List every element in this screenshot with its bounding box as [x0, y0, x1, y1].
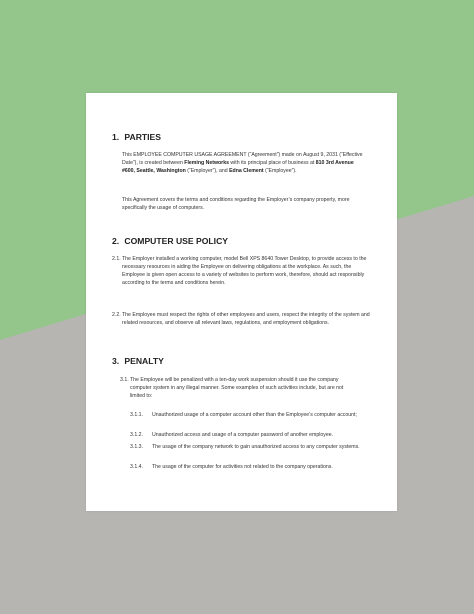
- section-title: PARTIES: [124, 132, 161, 142]
- section-title: COMPUTER USE POLICY: [124, 236, 229, 246]
- clause-text: The Employer installed a working computer, model Bell XPS 8640 Tower Desktop, to provide access to the necessary resources in aiding the Employee on delivering obligations at the workplace. As such, the Employee is given open access to a variety of websites to perform work, therefore, should act responsibly according to the terms and conditions herein.: [122, 256, 367, 286]
- clause-number: 2.2.: [112, 312, 121, 318]
- clause-number: 3.1.1.: [130, 412, 143, 418]
- document-page: [86, 93, 397, 511]
- clause-text: Unauthorized access and usage of a computer password of another employee.: [152, 432, 334, 438]
- section-heading-parties: [112, 132, 161, 142]
- clause-3-1-1: [130, 411, 366, 427]
- section-heading-penalty: [112, 356, 164, 366]
- clause-number: 2.1.: [112, 256, 121, 262]
- parties-text: (“Employer”), and: [185, 168, 230, 174]
- employer-name: Fleming Networks: [184, 160, 229, 166]
- clause-2-2: [112, 311, 372, 337]
- section-number: 2.: [112, 236, 120, 246]
- section-number: 3.: [112, 356, 120, 366]
- agreement-scope-paragraph: This Agreement covers the terms and conditions regarding the Employer’s company property, more specifically the usage of computers.: [122, 197, 350, 211]
- parties-text: (“Employee”).: [263, 168, 297, 174]
- clause-text: The Employee must respect the rights of other employees and users, respect the integrity of the system and related resources, and observe all relevant laws, regulations, and employment obligations.: [122, 312, 370, 326]
- employee-name: Edna Clement: [229, 168, 264, 174]
- clause-3-1-3: [130, 443, 366, 459]
- clause-3-1-2: [130, 431, 366, 439]
- clause-number: 3.1.3.: [130, 444, 143, 450]
- clause-text: Unauthorized usage of a computer account other than the Employee’s computer account;: [152, 412, 357, 418]
- parties-paragraph: [122, 151, 368, 175]
- clause-3-1: [120, 376, 360, 402]
- clause-number: 3.1.: [120, 377, 129, 383]
- clause-text: The Employee will be penalized with a ten-day work suspension should it use the company computer system in any illegal manner. Some examples of such activities include, but are not limited to:: [130, 377, 344, 399]
- section-number: 1.: [112, 132, 120, 142]
- section-heading-computer-use: [112, 236, 228, 246]
- section-title: PENALTY: [124, 356, 164, 366]
- clause-number: 3.1.4.: [130, 464, 143, 470]
- parties-text: This EMPLOYEE COMPUTER USAGE AGREEMENT (“Agreement”) made on August 9, 2031 (“Effective Date”), is created between: [122, 152, 363, 166]
- clause-text: The usage of the computer for activities not related to the company operations.: [152, 464, 333, 470]
- employer-address: 810 3rd Avenue #600, Seattle, Washington: [122, 160, 354, 174]
- clause-text: The usage of the company network to gain unauthorized access to any computer systems.: [152, 444, 360, 450]
- clause-3-1-4: [130, 463, 366, 471]
- clause-number: 3.1.2.: [130, 432, 143, 438]
- clause-2-1: [112, 255, 372, 303]
- parties-text: with its principal place of business at: [228, 160, 316, 166]
